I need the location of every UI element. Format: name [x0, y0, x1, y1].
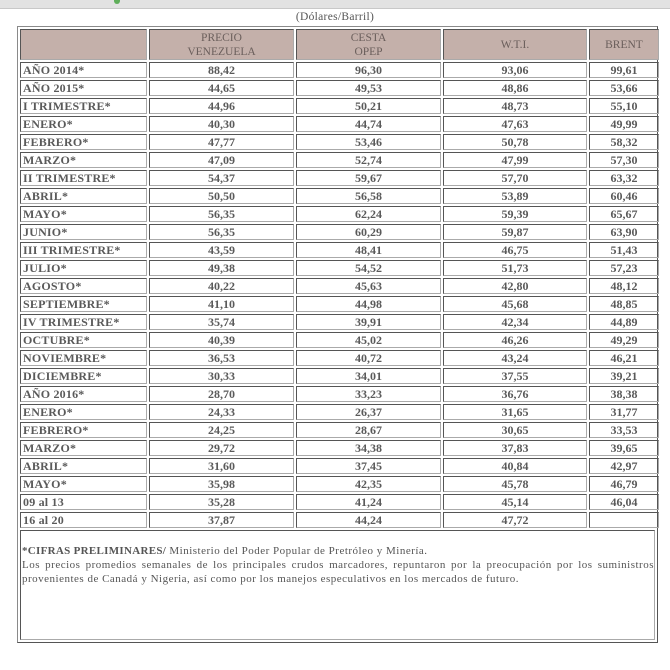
cell-brent: 63,32: [589, 170, 659, 186]
cell-wti: 46,75: [443, 242, 587, 258]
cell-venezuela: 35,28: [149, 494, 294, 510]
row-label: AGOSTO*: [20, 278, 147, 294]
row-label: DICIEMBRE*: [20, 368, 147, 384]
table-row: [20, 152, 659, 168]
row-label: 16 al 20: [20, 512, 147, 528]
cell-opep: 45,02: [296, 332, 441, 348]
cell-opep: 96,30: [296, 62, 441, 78]
cell-brent: 46,21: [589, 350, 659, 366]
row-label: III TRIMESTRE*: [20, 242, 147, 258]
row-label: 09 al 13: [20, 494, 147, 510]
header-line: OPEP: [354, 45, 383, 58]
cell-opep: 49,53: [296, 80, 441, 96]
table-row: [20, 332, 659, 348]
cell-venezuela: 35,74: [149, 314, 294, 330]
cell-brent: 57,30: [589, 152, 659, 168]
cell-venezuela: 44,65: [149, 80, 294, 96]
row-label: ENERO*: [20, 404, 147, 420]
table-row: [20, 134, 659, 150]
cell-venezuela: 24,33: [149, 404, 294, 420]
cell-brent: 65,67: [589, 206, 659, 222]
browser-toolbar-edge: [0, 0, 670, 9]
cell-venezuela: 31,60: [149, 458, 294, 474]
cell-brent: 58,32: [589, 134, 659, 150]
cell-wti: 48,86: [443, 80, 587, 96]
units-caption: (Dólares/Barril): [295, 11, 375, 23]
table-row: [20, 386, 659, 402]
row-label: MAYO*: [20, 206, 147, 222]
table-body: [20, 62, 659, 528]
footnote-body: Los precios promedios semanales de los principales crudos marcadores, repuntaron por la preocupación por los suministros provenientes de Canadá y Nigeria, así como por los manejos especulativos en los mercados de futuro.: [22, 559, 654, 585]
row-label: MARZO*: [20, 152, 147, 168]
cell-brent: 48,12: [589, 278, 659, 294]
table-row: [20, 494, 659, 510]
cell-venezuela: 47,77: [149, 134, 294, 150]
row-label: MAYO*: [20, 476, 147, 492]
cell-wti: 50,78: [443, 134, 587, 150]
cell-wti: 59,39: [443, 206, 587, 222]
cell-brent: 99,61: [589, 62, 659, 78]
cell-opep: 26,37: [296, 404, 441, 420]
footnote-source: Ministerio del Poder Popular de Pretróleo y Minería.: [166, 545, 428, 557]
cell-opep: 52,74: [296, 152, 441, 168]
cell-venezuela: 54,37: [149, 170, 294, 186]
header-line: PRECIO: [201, 31, 242, 44]
row-label: AÑO 2014*: [20, 62, 147, 78]
cell-brent: 53,66: [589, 80, 659, 96]
table-row: [20, 296, 659, 312]
cell-opep: 50,21: [296, 98, 441, 114]
status-indicator-icon: [114, 0, 120, 4]
cell-wti: 31,65: [443, 404, 587, 420]
cell-opep: 39,91: [296, 314, 441, 330]
row-label: SEPTIEMBRE*: [20, 296, 147, 312]
cell-opep: 37,45: [296, 458, 441, 474]
table-row: [20, 350, 659, 366]
cell-opep: 40,72: [296, 350, 441, 366]
cell-wti: 59,87: [443, 224, 587, 240]
row-label: OCTUBRE*: [20, 332, 147, 348]
cell-wti: 42,80: [443, 278, 587, 294]
header-wti: W.T.I.: [443, 29, 587, 60]
cell-opep: 59,67: [296, 170, 441, 186]
row-label: JUNIO*: [20, 224, 147, 240]
row-label: NOVIEMBRE*: [20, 350, 147, 366]
table-row: [20, 188, 659, 204]
cell-wti: 46,26: [443, 332, 587, 348]
cell-wti: 48,73: [443, 98, 587, 114]
cell-brent: 33,53: [589, 422, 659, 438]
cell-wti: 42,34: [443, 314, 587, 330]
cell-venezuela: 56,35: [149, 224, 294, 240]
table-row: [20, 458, 659, 474]
header-brent: BRENT: [589, 29, 659, 60]
cell-wti: 43,24: [443, 350, 587, 366]
table-row: [20, 224, 659, 240]
cell-venezuela: 40,22: [149, 278, 294, 294]
cell-wti: 47,99: [443, 152, 587, 168]
row-label: JULIO*: [20, 260, 147, 276]
table-row: [20, 116, 659, 132]
row-label: FEBRERO*: [20, 422, 147, 438]
table-row: [20, 98, 659, 114]
cell-wti: 45,78: [443, 476, 587, 492]
cell-opep: 48,41: [296, 242, 441, 258]
cell-venezuela: 37,87: [149, 512, 294, 528]
table-header-row: [20, 29, 659, 60]
cell-venezuela: 24,25: [149, 422, 294, 438]
header-line: VENEZUELA: [187, 45, 256, 58]
cell-wti: 93,06: [443, 62, 587, 78]
cell-venezuela: 47,09: [149, 152, 294, 168]
cell-brent: 39,65: [589, 440, 659, 456]
cell-opep: 34,01: [296, 368, 441, 384]
table-row: [20, 278, 659, 294]
cell-brent: 39,21: [589, 368, 659, 384]
header-cesta-opep: [296, 29, 441, 60]
cell-opep: 28,67: [296, 422, 441, 438]
cell-wti: 40,84: [443, 458, 587, 474]
cell-opep: 44,24: [296, 512, 441, 528]
cell-venezuela: 28,70: [149, 386, 294, 402]
row-label: II TRIMESTRE*: [20, 170, 147, 186]
table-row: [20, 368, 659, 384]
cell-opep: 44,98: [296, 296, 441, 312]
table-row: [20, 260, 659, 276]
cell-opep: 44,74: [296, 116, 441, 132]
cell-opep: 45,63: [296, 278, 441, 294]
row-label: ABRIL*: [20, 458, 147, 474]
cell-brent: 46,79: [589, 476, 659, 492]
row-label: FEBRERO*: [20, 134, 147, 150]
cell-venezuela: 50,50: [149, 188, 294, 204]
cell-brent: 57,23: [589, 260, 659, 276]
oil-prices-table: [18, 27, 661, 530]
cell-venezuela: 29,72: [149, 440, 294, 456]
table-row: [20, 206, 659, 222]
cell-wti: 30,65: [443, 422, 587, 438]
row-label: AÑO 2015*: [20, 80, 147, 96]
row-label: IV TRIMESTRE*: [20, 314, 147, 330]
cell-opep: 56,58: [296, 188, 441, 204]
cell-venezuela: 36,53: [149, 350, 294, 366]
cell-brent: 49,99: [589, 116, 659, 132]
table-row: [20, 242, 659, 258]
table-row: [20, 62, 659, 78]
cell-brent: 48,85: [589, 296, 659, 312]
cell-opep: 54,52: [296, 260, 441, 276]
cell-brent: 31,77: [589, 404, 659, 420]
row-label: ABRIL*: [20, 188, 147, 204]
cell-brent: 42,97: [589, 458, 659, 474]
cell-venezuela: 40,39: [149, 332, 294, 348]
cell-opep: 34,38: [296, 440, 441, 456]
cell-wti: 45,68: [443, 296, 587, 312]
row-label: AÑO 2016*: [20, 386, 147, 402]
cell-brent: 44,89: [589, 314, 659, 330]
cell-wti: 51,73: [443, 260, 587, 276]
cell-opep: 62,24: [296, 206, 441, 222]
footnote-preliminary-label: *CIFRAS PRELIMINARES/: [22, 545, 167, 557]
cell-opep: 42,35: [296, 476, 441, 492]
cell-brent: 38,38: [589, 386, 659, 402]
row-label: I TRIMESTRE*: [20, 98, 147, 114]
header-label: [20, 29, 147, 60]
header-line: CESTA: [350, 31, 387, 44]
row-label: ENERO*: [20, 116, 147, 132]
cell-opep: 41,24: [296, 494, 441, 510]
cell-venezuela: 56,35: [149, 206, 294, 222]
cell-venezuela: 49,38: [149, 260, 294, 276]
header-precio-venezuela: [149, 29, 294, 60]
footnote-box: [20, 530, 655, 640]
cell-brent: [589, 512, 659, 528]
cell-wti: 47,63: [443, 116, 587, 132]
table-row: [20, 80, 659, 96]
cell-brent: 63,90: [589, 224, 659, 240]
row-label: MARZO*: [20, 440, 147, 456]
cell-brent: 51,43: [589, 242, 659, 258]
cell-brent: 60,46: [589, 188, 659, 204]
cell-venezuela: 44,96: [149, 98, 294, 114]
cell-wti: 45,14: [443, 494, 587, 510]
cell-venezuela: 30,33: [149, 368, 294, 384]
table-row: [20, 404, 659, 420]
table-row: [20, 422, 659, 438]
cell-venezuela: 40,30: [149, 116, 294, 132]
cell-brent: 49,29: [589, 332, 659, 348]
cell-brent: 55,10: [589, 98, 659, 114]
cell-opep: 33,23: [296, 386, 441, 402]
cell-wti: 53,89: [443, 188, 587, 204]
cell-wti: 37,83: [443, 440, 587, 456]
cell-opep: 53,46: [296, 134, 441, 150]
table-row: [20, 440, 659, 456]
oil-prices-table-frame: [17, 26, 658, 643]
cell-opep: 60,29: [296, 224, 441, 240]
cell-venezuela: 41,10: [149, 296, 294, 312]
cell-wti: 37,55: [443, 368, 587, 384]
table-row: [20, 512, 659, 528]
cell-wti: 57,70: [443, 170, 587, 186]
cell-brent: 46,04: [589, 494, 659, 510]
cell-venezuela: 88,42: [149, 62, 294, 78]
cell-venezuela: 43,59: [149, 242, 294, 258]
table-row: [20, 314, 659, 330]
table-row: [20, 170, 659, 186]
cell-wti: 47,72: [443, 512, 587, 528]
cell-wti: 36,76: [443, 386, 587, 402]
cell-venezuela: 35,98: [149, 476, 294, 492]
table-row: [20, 476, 659, 492]
